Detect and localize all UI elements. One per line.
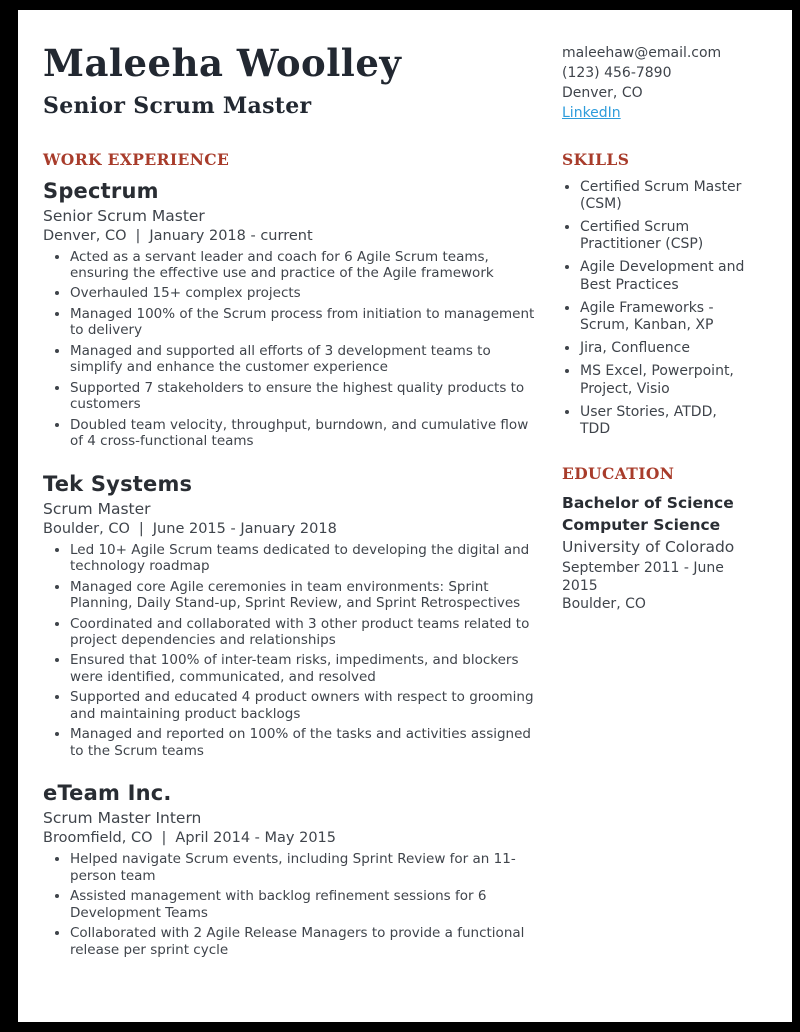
- job-bullet: • Doubled team velocity, throughput, burndown, and cumulative flow of 4 cross-functional teams: [70, 417, 540, 450]
- job-location: Denver, CO: [43, 227, 127, 244]
- contact-block: [540, 40, 746, 124]
- contact-location: Denver, CO: [562, 84, 643, 101]
- education-section: [562, 464, 746, 614]
- job-bullet: • Ensured that 100% of inter-team risks, impediments, and blockers were identified, communicated, and resolved: [70, 652, 540, 685]
- person-title: Senior Scrum Master: [43, 93, 312, 120]
- job-bullet: • Supported 7 stakeholders to ensure the highest quality products to customers: [70, 380, 540, 413]
- meta-separator: |: [135, 227, 141, 244]
- name-block: [43, 40, 540, 124]
- job-bullet: • Managed and reported on 100% of the tasks and activities assigned to the Scrum teams: [70, 726, 540, 759]
- job-role: Scrum Master Intern: [43, 809, 202, 828]
- skills-heading: SKILLS: [562, 149, 630, 169]
- job-bullet-list: [43, 851, 540, 958]
- contact-email: maleehaw@email.com: [562, 45, 722, 61]
- skill-item: • Agile Frameworks - Scrum, Kanban, XP: [580, 300, 746, 334]
- job-location: Broomfield, CO: [43, 830, 153, 847]
- job-role: Scrum Master: [43, 499, 151, 518]
- job-spectrum: [43, 179, 540, 450]
- job-bullet-list: [43, 542, 540, 760]
- education-degree: Bachelor of Science: [562, 494, 734, 513]
- job-bullet: • Managed and supported all efforts of 3 development teams to simplify and enhance the customer experience: [70, 343, 540, 376]
- skills-section: [562, 150, 746, 439]
- job-bullet: • Overhauled 15+ complex projects: [70, 285, 540, 301]
- skill-item: • Jira, Confluence: [580, 340, 746, 357]
- job-bullet: • Led 10+ Agile Scrum teams dedicated to developing the digital and technology roadmap: [70, 542, 540, 575]
- person-name: Maleeha Woolley: [43, 41, 402, 85]
- job-bullet-list: [43, 249, 540, 450]
- job-company: Tek Systems: [43, 471, 193, 496]
- job-bullet: • Helped navigate Scrum events, including Sprint Review for an 11-person team: [70, 851, 540, 884]
- job-dates: January 2018 - current: [149, 227, 313, 244]
- resume-page: [18, 10, 792, 1022]
- job-bullet: • Managed 100% of the Scrum process from initiation to management to delivery: [70, 306, 540, 339]
- job-bullet: • Assisted management with backlog refinement sessions for 6 Development Teams: [70, 888, 540, 921]
- skills-list: [562, 179, 746, 439]
- meta-separator: |: [138, 520, 144, 537]
- job-bullet: • Managed core Agile ceremonies in team environments: Sprint Planning, Daily Stand-up, Sprint Review, and Sprint Retrospectives: [70, 579, 540, 612]
- education-field: Computer Science: [562, 516, 721, 535]
- job-role: Senior Scrum Master: [43, 206, 205, 225]
- education-dates: September 2011 - June 2015: [562, 560, 724, 595]
- education-school: University of Colorado: [562, 537, 735, 556]
- skill-item: • Agile Development and Best Practices: [580, 259, 746, 293]
- sidebar-column: [540, 150, 746, 981]
- job-company: eTeam Inc.: [43, 781, 172, 806]
- job-meta: [43, 830, 540, 846]
- job-bullet: • Supported and educated 4 product owners with respect to grooming and maintaining product backlogs: [70, 689, 540, 722]
- header: [43, 40, 746, 124]
- skill-item: • User Stories, ATDD, TDD: [580, 404, 746, 438]
- job-meta: [43, 228, 540, 244]
- skill-item: • MS Excel, Powerpoint, Project, Visio: [580, 363, 746, 397]
- job-bullet: • Coordinated and collaborated with 3 other product teams related to project dependencies and relationships: [70, 616, 540, 649]
- skill-item: • Certified Scrum Practitioner (CSP): [580, 219, 746, 253]
- meta-separator: |: [161, 830, 167, 847]
- work-experience-column: [43, 150, 540, 981]
- job-dates: June 2015 - January 2018: [152, 520, 337, 537]
- work-experience-heading: WORK EXPERIENCE: [43, 149, 230, 169]
- job-tek-systems: [43, 472, 540, 760]
- education-heading: EDUCATION: [562, 464, 675, 484]
- main-content: [43, 150, 746, 981]
- job-meta: [43, 521, 540, 537]
- skill-item: • Certified Scrum Master (CSM): [580, 179, 746, 213]
- linkedin-link[interactable]: LinkedIn: [562, 104, 621, 121]
- contact-phone: (123) 456-7890: [562, 64, 672, 81]
- job-bullet: • Acted as a servant leader and coach for 6 Agile Scrum teams, ensuring the effective use and practice of the Agile framework: [70, 249, 540, 282]
- job-eteam-inc: [43, 781, 540, 958]
- job-dates: April 2014 - May 2015: [175, 830, 336, 847]
- job-bullet: • Collaborated with 2 Agile Release Managers to provide a functional release per sprint cycle: [70, 925, 540, 958]
- job-company: Spectrum: [43, 178, 159, 203]
- job-location: Boulder, CO: [43, 520, 130, 537]
- education-location: Boulder, CO: [562, 596, 646, 613]
